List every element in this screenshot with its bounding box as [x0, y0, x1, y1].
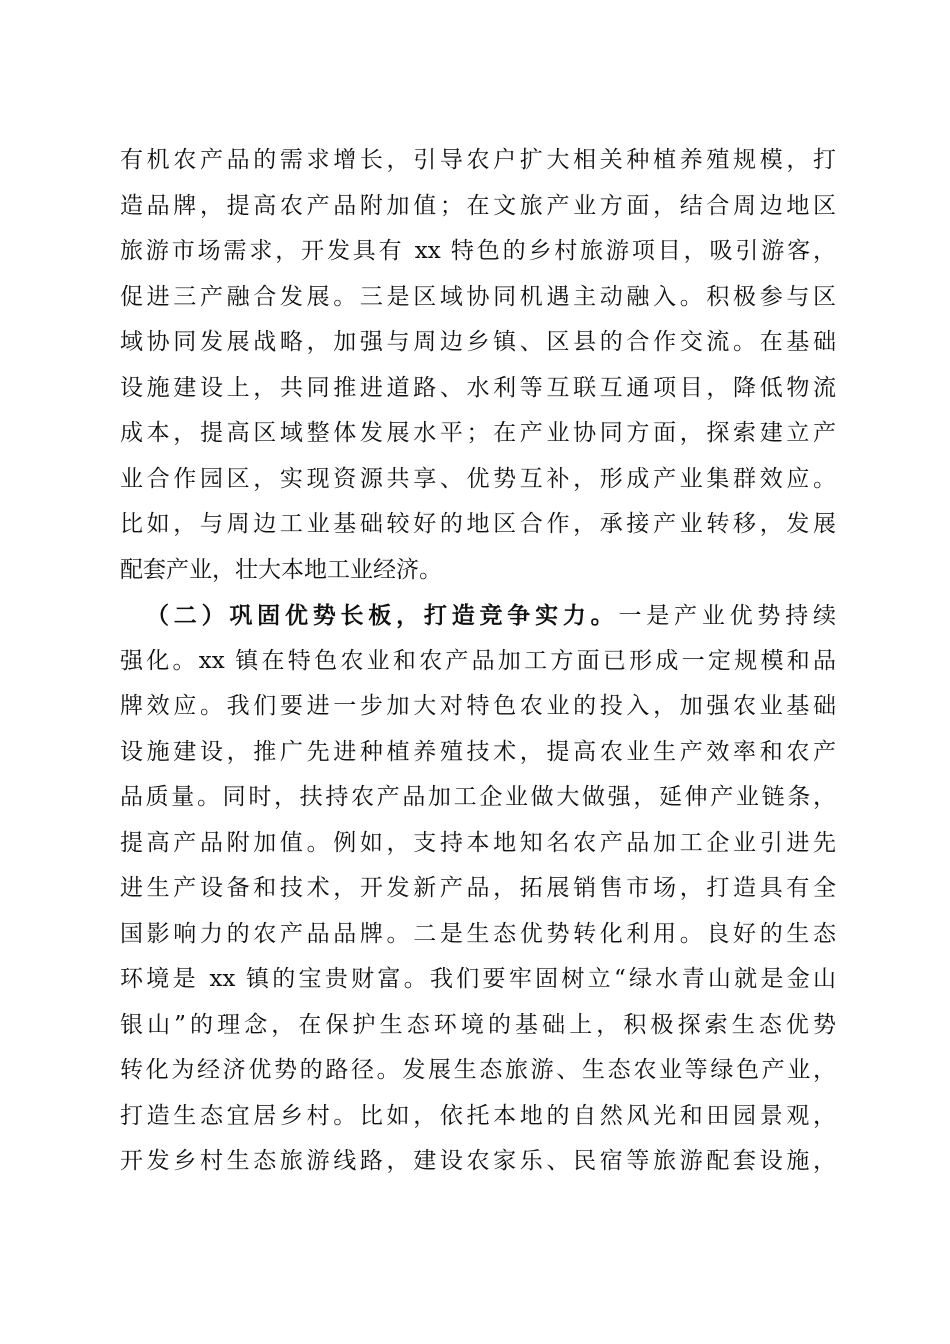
paragraph-1: [120, 138, 836, 593]
text-line: 环境是 xx 镇的宝贵财富。我们要牢固树立“绿水青山就是金山: [120, 966, 836, 992]
text-line: 品质量。同时，扶持农产品加工企业做大做强，延伸产业链条，: [120, 784, 836, 810]
text-line: 促进三产融合发展。三是区域协同机遇主动融入。积极参与区: [120, 283, 836, 310]
text-line: 国影响力的农产品品牌。二是生态优势转化利用。良好的生态: [120, 920, 836, 947]
section-heading: （二）巩固优势长板，打造竞争实力。: [146, 602, 619, 629]
text-line: 银山”的理念，在保护生态环境的基础上，积极探索生态优势: [120, 1011, 836, 1038]
text-line: 牌效应。我们要进一步加大对特色农业的投入，加强农业基础: [120, 693, 836, 719]
text-line: 比如，与周边工业基础较好的地区合作，承接产业转移，发展: [120, 511, 836, 537]
text-run: 一是产业优势持续: [618, 603, 837, 629]
text-line: 设施建设，推广先进种植养殖技术，提高农业生产效率和农产: [120, 738, 836, 765]
text-line: 业合作园区，实现资源共享、优势互补，形成产业集群效应。: [120, 465, 836, 492]
text-line: 旅游市场需求，开发具有 xx 特色的乡村旅游项目，吸引游客，: [120, 238, 836, 264]
text-line: 配套产业，壮大本地工业经济。: [120, 556, 442, 583]
paragraph-first-line: [120, 593, 836, 639]
text-line: 域协同发展战略，加强与周边乡镇、区县的合作交流。在基础: [120, 329, 836, 355]
text-line: 设施建设上，共同推进道路、水利等互联互通项目，降低物流: [120, 374, 836, 401]
text-line: 开发乡村生态旅游线路，建设农家乐、民宿等旅游配套设施，: [120, 1148, 836, 1174]
document-body: [120, 138, 836, 1185]
paragraph-2: [120, 593, 836, 1185]
text-line: 有机农产品的需求增长，引导农户扩大相关种植养殖规模，打: [120, 147, 836, 173]
text-line: 打造生态宜居乡村。比如，依托本地的自然风光和田园景观，: [120, 1102, 836, 1129]
text-line: 强化。xx 镇在特色农业和农产品加工方面已形成一定规模和品: [120, 647, 836, 674]
text-line: 成本，提高区域整体发展水平；在产业协同方面，探索建立产: [120, 420, 836, 446]
text-line: 提高产品附加值。例如，支持本地知名农产品加工企业引进先: [120, 829, 836, 856]
text-line: 造品牌，提高农产品附加值；在文旅产业方面，结合周边地区: [120, 192, 836, 219]
text-line: 转化为经济优势的路径。发展生态旅游、生态农业等绿色产业，: [120, 1057, 836, 1083]
text-line: 进生产设备和技术，开发新产品，拓展销售市场，打造具有全: [120, 875, 836, 901]
